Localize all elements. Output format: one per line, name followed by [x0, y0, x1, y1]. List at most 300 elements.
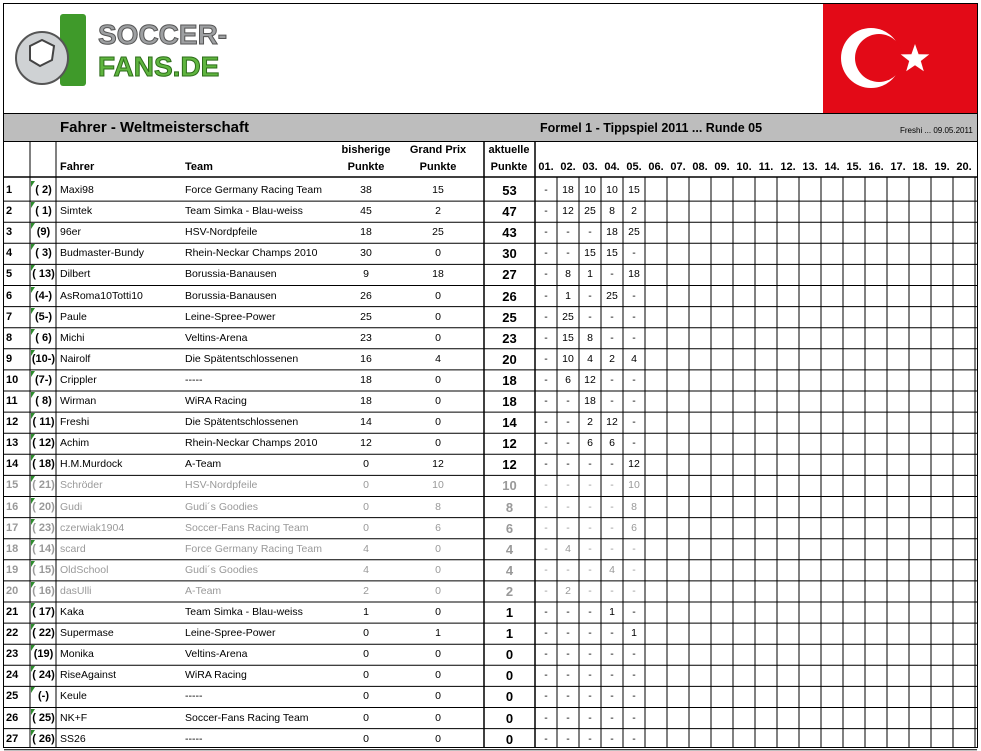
row-round-value: - — [566, 479, 570, 492]
row-rank: 22 — [6, 627, 19, 640]
row-round-value: - — [632, 331, 636, 344]
row-aktuell: 1 — [505, 626, 514, 642]
row-prev-rank: (10-) — [31, 352, 56, 365]
row-prev-rank: ( 8) — [35, 395, 52, 407]
row-name: czerwiak1904 — [60, 521, 125, 534]
row-rank: 3 — [6, 226, 13, 239]
row-round-value: - — [610, 711, 614, 724]
row-aktuell: 27 — [502, 267, 517, 283]
row-round-value: 4 — [631, 352, 637, 365]
row-round-value: - — [610, 584, 614, 597]
row-round-value: - — [544, 690, 548, 703]
row-team: Team Simka - Blau-weiss — [185, 205, 303, 218]
row-round-value: 8 — [609, 205, 615, 218]
row-team: Veltins-Arena — [185, 648, 248, 661]
cell-marker-icon — [31, 434, 35, 440]
row-round-value: - — [610, 310, 614, 323]
row-prev-rank: ( 26) — [32, 732, 55, 745]
row-rank: 15 — [6, 479, 19, 492]
row-round-value: - — [588, 310, 592, 323]
row-rank: 23 — [6, 648, 19, 661]
row-prev-rank: (5-) — [34, 310, 53, 323]
col-round: 08. — [692, 161, 708, 173]
row-aktuell: 6 — [505, 520, 514, 536]
row-round-value: 10 — [606, 184, 618, 196]
row-bisherige: 16 — [360, 352, 372, 365]
row-bisherige: 18 — [360, 373, 372, 386]
col-round: 10. — [736, 161, 752, 173]
row-team: Soccer-Fans Racing Team — [185, 521, 309, 534]
row-prev-rank: ( 22) — [32, 627, 55, 640]
row-round-value: 18 — [562, 184, 574, 196]
row-team: Soccer-Fans Racing Team — [185, 711, 309, 724]
row-aktuell: 0 — [505, 731, 514, 747]
row-bisherige: 1 — [363, 606, 369, 618]
row-bisherige: 38 — [360, 184, 372, 196]
row-round-value: - — [544, 669, 548, 682]
row-aktuell: 0 — [505, 647, 514, 663]
row-round-value: 12 — [606, 416, 618, 429]
row-aktuell: 26 — [502, 288, 517, 304]
row-bisherige: 0 — [363, 521, 369, 534]
row-gp: 8 — [435, 500, 441, 513]
cell-marker-icon — [31, 645, 35, 651]
row-bisherige: 4 — [363, 542, 369, 555]
row-team: WiRA Racing — [185, 669, 247, 682]
row-round-value: - — [632, 732, 636, 745]
row-gp: 25 — [432, 226, 444, 239]
cell-marker-icon — [31, 413, 35, 419]
row-name: Freshi — [60, 416, 90, 429]
row-team: Leine-Spree-Power — [185, 310, 276, 323]
row-round-value: 8 — [587, 331, 593, 344]
row-gp: 4 — [435, 352, 441, 365]
row-gp: 0 — [435, 331, 441, 344]
logo-text-top: SOCCER- — [98, 19, 228, 50]
row-rank: 8 — [6, 331, 13, 344]
row-round-value: - — [588, 648, 592, 661]
cell-marker-icon — [31, 265, 35, 271]
row-gp: 10 — [432, 479, 444, 492]
row-team: Force Germany Racing Team — [185, 542, 322, 555]
row-gp: 0 — [435, 648, 441, 661]
row-round-value: 10 — [584, 184, 596, 196]
row-round-value: - — [610, 479, 614, 492]
row-round-value: - — [588, 627, 592, 640]
row-round-value: - — [632, 584, 636, 597]
row-aktuell: 4 — [505, 562, 514, 578]
row-prev-rank: (-) — [38, 690, 49, 703]
row-prev-rank: ( 24) — [32, 669, 55, 682]
col-round: 20. — [956, 161, 972, 173]
row-round-value: - — [588, 521, 592, 534]
cell-marker-icon — [31, 202, 35, 208]
row-round-value: - — [544, 606, 548, 618]
col-fahrer: Fahrer — [60, 161, 95, 173]
row-rank: 7 — [6, 310, 13, 323]
row-team: Team Simka - Blau-weiss — [185, 606, 303, 618]
row-bisherige: 0 — [363, 690, 369, 703]
row-gp: 0 — [435, 669, 441, 682]
row-prev-rank: ( 17) — [32, 606, 55, 618]
row-gp: 12 — [432, 458, 444, 471]
row-name: Nairolf — [60, 352, 91, 365]
row-round-value: 2 — [587, 416, 593, 429]
row-team: Veltins-Arena — [185, 331, 248, 344]
author-date: Freshi ... 09.05.2011 — [900, 126, 973, 135]
row-round-value: - — [566, 606, 570, 618]
col-bisherige-2: Punkte — [347, 161, 385, 173]
row-name: Wirman — [60, 395, 97, 407]
row-round-value: - — [544, 458, 548, 471]
row-round-value: - — [610, 373, 614, 386]
row-prev-rank: (4-) — [34, 289, 53, 302]
cell-marker-icon — [31, 709, 35, 715]
row-round-value: - — [632, 606, 636, 618]
row-gp: 1 — [435, 627, 441, 640]
row-bisherige: 2 — [363, 584, 369, 597]
row-round-value: - — [544, 563, 548, 576]
row-bisherige: 0 — [363, 627, 369, 640]
row-round-value: - — [610, 395, 614, 407]
row-round-value: - — [544, 226, 548, 239]
cell-marker-icon — [31, 329, 35, 335]
page-title: Fahrer - Weltmeisterschaft — [60, 119, 249, 136]
row-gp: 0 — [435, 437, 441, 450]
row-round-value: 2 — [609, 352, 615, 365]
col-round: 07. — [670, 161, 686, 173]
row-name: RiseAgainst — [60, 669, 117, 682]
row-round-value: 8 — [631, 500, 637, 513]
row-round-value: - — [544, 373, 548, 386]
row-gp: 0 — [435, 542, 441, 555]
row-team: Force Germany Racing Team — [185, 184, 322, 196]
row-round-value: 8 — [565, 268, 571, 281]
row-bisherige: 0 — [363, 458, 369, 471]
col-gp-2: Punkte — [419, 161, 457, 173]
row-name: Keule — [60, 690, 87, 703]
row-round-value: - — [566, 669, 570, 682]
row-name: Achim — [60, 437, 90, 450]
row-round-value: - — [544, 584, 548, 597]
row-team: Rhein-Neckar Champs 2010 — [185, 437, 318, 450]
row-name: scard — [60, 542, 86, 555]
row-name: Schröder — [60, 479, 103, 492]
row-gp: 0 — [435, 732, 441, 745]
row-round-value: - — [544, 437, 548, 450]
cell-marker-icon — [31, 308, 35, 314]
cell-marker-icon — [31, 561, 35, 567]
row-rank: 14 — [6, 458, 19, 471]
cell-marker-icon — [31, 244, 35, 250]
cell-marker-icon — [31, 498, 35, 504]
row-round-value: - — [566, 437, 570, 450]
row-name: NK+F — [60, 711, 88, 724]
row-bisherige: 12 — [360, 437, 372, 450]
row-prev-rank: ( 20) — [32, 500, 55, 513]
row-rank: 5 — [6, 268, 13, 281]
row-round-value: 18 — [606, 226, 618, 239]
row-bisherige: 9 — [363, 268, 369, 281]
row-aktuell: 12 — [502, 457, 517, 473]
row-aktuell: 18 — [502, 372, 517, 388]
row-round-value: - — [588, 669, 592, 682]
row-bisherige: 0 — [363, 479, 369, 492]
row-round-value: - — [566, 648, 570, 661]
row-round-value: 18 — [628, 268, 640, 281]
row-round-value: - — [588, 289, 592, 302]
row-round-value: - — [544, 521, 548, 534]
row-round-value: 4 — [587, 352, 593, 365]
row-rank: 19 — [6, 563, 19, 576]
row-round-value: - — [632, 690, 636, 703]
row-round-value: - — [610, 500, 614, 513]
row-bisherige: 23 — [360, 331, 372, 344]
row-rank: 25 — [6, 690, 19, 703]
col-round: 04. — [604, 161, 620, 173]
row-round-value: 25 — [628, 226, 640, 239]
row-bisherige: 45 — [360, 205, 372, 218]
col-round: 01. — [538, 161, 554, 173]
row-name: H.M.Murdock — [60, 458, 123, 471]
row-round-value: - — [544, 331, 548, 344]
row-round-value: - — [610, 627, 614, 640]
row-round-value: - — [610, 648, 614, 661]
row-round-value: - — [544, 352, 548, 365]
row-round-value: 2 — [565, 584, 571, 597]
row-rank: 24 — [6, 669, 19, 682]
row-prev-rank: ( 13) — [32, 268, 55, 281]
row-aktuell: 18 — [502, 394, 517, 409]
row-team: Die Spätentschlossenen — [185, 352, 299, 365]
row-aktuell: 8 — [505, 499, 514, 515]
row-bisherige: 18 — [360, 395, 372, 407]
row-round-value: - — [544, 184, 548, 196]
row-name: Michi — [60, 331, 85, 344]
row-gp: 0 — [435, 373, 441, 386]
row-round-value: - — [588, 606, 592, 618]
row-bisherige: 30 — [360, 247, 372, 260]
col-round: 18. — [912, 161, 928, 173]
row-round-value: - — [632, 669, 636, 682]
row-rank: 27 — [6, 732, 19, 745]
row-bisherige: 4 — [363, 563, 369, 576]
row-round-value: - — [632, 247, 636, 260]
row-gp: 0 — [435, 395, 441, 407]
row-round-value: - — [588, 563, 592, 576]
col-round: 02. — [560, 161, 576, 173]
row-prev-rank: ( 3) — [35, 247, 52, 260]
row-aktuell: 2 — [505, 583, 514, 599]
row-round-value: - — [566, 416, 570, 429]
col-round: 13. — [802, 161, 818, 173]
row-round-value: - — [610, 669, 614, 682]
row-prev-rank: ( 15) — [32, 563, 55, 576]
cell-marker-icon — [31, 392, 35, 398]
col-round: 16. — [868, 161, 884, 173]
row-name: Gudi — [60, 500, 83, 513]
cell-marker-icon — [31, 687, 35, 693]
row-prev-rank: ( 6) — [35, 331, 52, 344]
cell-marker-icon — [31, 582, 35, 588]
row-prev-rank: ( 23) — [32, 521, 55, 534]
row-aktuell: 53 — [502, 183, 517, 198]
row-team: WiRA Racing — [185, 395, 247, 407]
row-round-value: - — [544, 247, 548, 260]
col-round: 12. — [780, 161, 796, 173]
row-round-value: - — [610, 690, 614, 703]
row-name: Budmaster-Bundy — [60, 247, 145, 260]
row-bisherige: 14 — [360, 416, 372, 429]
row-aktuell: 4 — [505, 541, 514, 557]
row-round-value: 25 — [584, 205, 596, 218]
row-gp: 0 — [435, 310, 441, 323]
row-round-value: - — [588, 226, 592, 239]
row-round-value: 15 — [584, 247, 596, 260]
row-rank: 12 — [6, 416, 19, 429]
row-bisherige: 0 — [363, 648, 369, 661]
row-round-value: - — [632, 542, 636, 555]
row-gp: 18 — [432, 268, 444, 281]
row-round-value: - — [544, 648, 548, 661]
row-round-value: - — [632, 437, 636, 450]
row-round-value: - — [610, 268, 614, 281]
col-aktuell-2: Punkte — [490, 161, 528, 173]
row-round-value: 15 — [606, 247, 618, 260]
row-round-value: - — [544, 479, 548, 492]
row-prev-rank: (7-) — [34, 373, 53, 386]
row-round-value: - — [632, 563, 636, 576]
row-aktuell: 20 — [502, 351, 517, 367]
row-aktuell: 10 — [502, 478, 517, 494]
row-gp: 0 — [435, 711, 441, 724]
row-rank: 2 — [6, 205, 13, 218]
row-team: Rhein-Neckar Champs 2010 — [185, 247, 318, 260]
row-aktuell: 43 — [502, 225, 517, 241]
cell-marker-icon — [31, 624, 35, 630]
row-prev-rank: ( 1) — [35, 205, 52, 218]
row-prev-rank: ( 2) — [35, 184, 52, 196]
row-rank: 6 — [6, 289, 13, 302]
row-round-value: - — [610, 732, 614, 745]
cell-marker-icon — [31, 287, 35, 293]
row-name: Crippler — [60, 373, 97, 386]
row-prev-rank: (19) — [33, 648, 54, 661]
row-aktuell: 14 — [502, 415, 517, 431]
row-round-value: - — [588, 458, 592, 471]
row-team: Die Spätentschlossenen — [185, 416, 299, 429]
row-aktuell: 0 — [505, 689, 514, 705]
row-prev-rank: ( 21) — [32, 479, 55, 492]
row-round-value: - — [632, 395, 636, 407]
row-round-value: 2 — [631, 205, 637, 218]
row-gp: 2 — [435, 205, 441, 218]
row-round-value: - — [566, 521, 570, 534]
row-round-value: 25 — [606, 289, 618, 302]
row-round-value: - — [544, 205, 548, 218]
row-rank: 10 — [6, 373, 19, 386]
row-round-value: - — [566, 627, 570, 640]
row-round-value: - — [566, 395, 570, 407]
row-round-value: 1 — [565, 289, 571, 302]
row-name: OldSchool — [60, 563, 109, 576]
row-aktuell: 1 — [505, 605, 514, 620]
cell-marker-icon — [31, 223, 35, 229]
cell-marker-icon — [31, 181, 35, 187]
row-name: Maxi98 — [60, 184, 94, 196]
row-round-value: - — [544, 416, 548, 429]
row-round-value: - — [566, 563, 570, 576]
row-round-value: - — [544, 310, 548, 323]
row-round-value: 25 — [562, 310, 574, 323]
row-round-value: - — [588, 690, 592, 703]
row-round-value: 4 — [565, 542, 571, 555]
row-rank: 13 — [6, 437, 19, 450]
row-round-value: 15 — [628, 184, 640, 196]
row-rank: 9 — [6, 352, 13, 365]
row-round-value: - — [632, 310, 636, 323]
row-round-value: - — [544, 395, 548, 407]
row-round-value: 12 — [562, 205, 574, 218]
row-round-value: 12 — [584, 373, 596, 386]
row-team: Gudi´s Goodies — [185, 500, 258, 513]
row-round-value: 18 — [584, 395, 596, 407]
row-name: 96er — [60, 226, 82, 239]
row-gp: 0 — [435, 416, 441, 429]
row-name: Monika — [60, 648, 94, 661]
row-team: ----- — [185, 732, 203, 745]
row-team: HSV-Nordpfeile — [185, 226, 258, 239]
row-round-value: - — [566, 226, 570, 239]
logo-text-bottom: FANS.DE — [98, 51, 220, 82]
row-round-value: - — [544, 627, 548, 640]
row-prev-rank: ( 18) — [32, 458, 55, 471]
row-name: dasUlli — [60, 584, 92, 597]
col-bisherige-1: bisherige — [341, 144, 391, 156]
row-round-value: - — [544, 711, 548, 724]
row-round-value: - — [566, 500, 570, 513]
row-rank: 16 — [6, 500, 19, 513]
row-round-value: - — [610, 331, 614, 344]
row-team: HSV-Nordpfeile — [185, 479, 258, 492]
cell-marker-icon — [31, 540, 35, 546]
col-round: 03. — [582, 161, 598, 173]
row-round-value: - — [566, 690, 570, 703]
row-round-value: - — [544, 268, 548, 281]
row-round-value: - — [632, 373, 636, 386]
row-gp: 0 — [435, 690, 441, 703]
row-bisherige: 25 — [360, 310, 372, 323]
col-round: 14. — [824, 161, 840, 173]
row-bisherige: 18 — [360, 226, 372, 239]
row-prev-rank: ( 12) — [32, 437, 55, 450]
row-round-value: 10 — [562, 352, 574, 365]
cell-marker-icon — [31, 476, 35, 482]
row-round-value: - — [610, 542, 614, 555]
row-round-value: 1 — [587, 268, 593, 281]
row-name: AsRoma10Totti10 — [60, 289, 143, 302]
row-rank: 26 — [6, 711, 19, 724]
row-name: Dilbert — [60, 268, 91, 281]
col-round: 06. — [648, 161, 664, 173]
cell-marker-icon — [31, 371, 35, 377]
cell-marker-icon — [31, 350, 35, 356]
row-aktuell: 47 — [502, 204, 517, 220]
row-round-value: - — [610, 458, 614, 471]
row-bisherige: 26 — [360, 289, 372, 302]
row-round-value: 15 — [562, 331, 574, 344]
row-round-value: - — [588, 542, 592, 555]
